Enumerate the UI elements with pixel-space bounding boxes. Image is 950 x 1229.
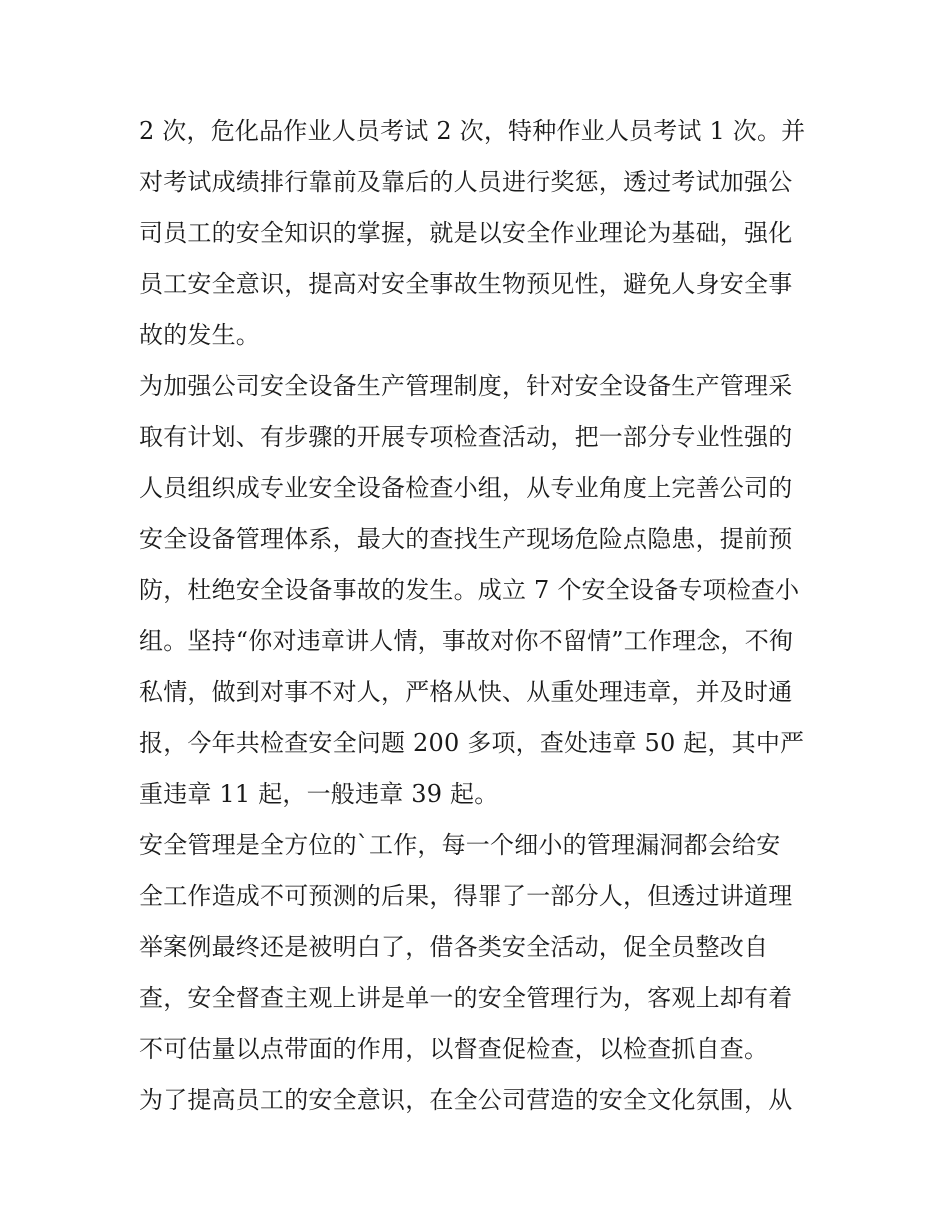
text-line: 员工安全意识，提高对安全事故生物预见性，避免人身安全事 bbox=[139, 270, 793, 298]
text-line: 报，今年共检查安全问题 200 多项，查处违章 50 起，其中严 bbox=[139, 729, 805, 757]
text-line: 对考试成绩排行靠前及靠后的人员进行奖惩，透过考试加强公 bbox=[139, 168, 793, 196]
text-line: 查，安全督查主观上讲是单一的安全管理行为，客观上却有着 bbox=[139, 984, 793, 1012]
text-line: 安全管理是全方位的`工作，每一个细小的管理漏洞都会给安 bbox=[139, 831, 781, 859]
text-line: 举案例最终还是被明白了，借各类安全活动，促全员整改自 bbox=[139, 933, 769, 961]
text-line: 组。坚持“你对违章讲人情，事故对你不留情”工作理念，不徇 bbox=[139, 627, 794, 655]
text-line: 不可估量以点带面的作用，以督查促检查，以检查抓自查。 bbox=[139, 1035, 769, 1063]
text-line: 故的发生。 bbox=[139, 321, 260, 349]
text-line: 取有计划、有步骤的开展专项检查活动，把一部分专业性强的 bbox=[139, 423, 793, 451]
text-line: 私情，做到对事不对人，严格从快、从重处理违章，并及时通 bbox=[139, 678, 793, 706]
text-line: 防，杜绝安全设备事故的发生。成立 7 个安全设备专项检查小 bbox=[139, 576, 800, 604]
text-line: 为加强公司安全设备生产管理制度，针对安全设备生产管理采 bbox=[139, 372, 793, 400]
text-line: 人员组织成专业安全设备检查小组，从专业角度上完善公司的 bbox=[139, 474, 793, 502]
text-line: 重违章 11 起，一般违章 39 起。 bbox=[139, 780, 499, 808]
text-line: 司员工的安全知识的掌握，就是以安全作业理论为基础，强化 bbox=[139, 219, 793, 247]
text-line: 安全设备管理体系，最大的查找生产现场危险点隐患，提前预 bbox=[139, 525, 793, 553]
text-line: 2 次，危化品作业人员考试 2 次，特种作业人员考试 1 次。并 bbox=[139, 117, 806, 145]
text-line: 为了提高员工的安全意识，在全公司营造的安全文化氛围，从 bbox=[139, 1086, 793, 1114]
text-line: 全工作造成不可预测的后果，得罪了一部分人，但透过讲道理 bbox=[139, 882, 793, 910]
body-text bbox=[139, 106, 819, 1126]
